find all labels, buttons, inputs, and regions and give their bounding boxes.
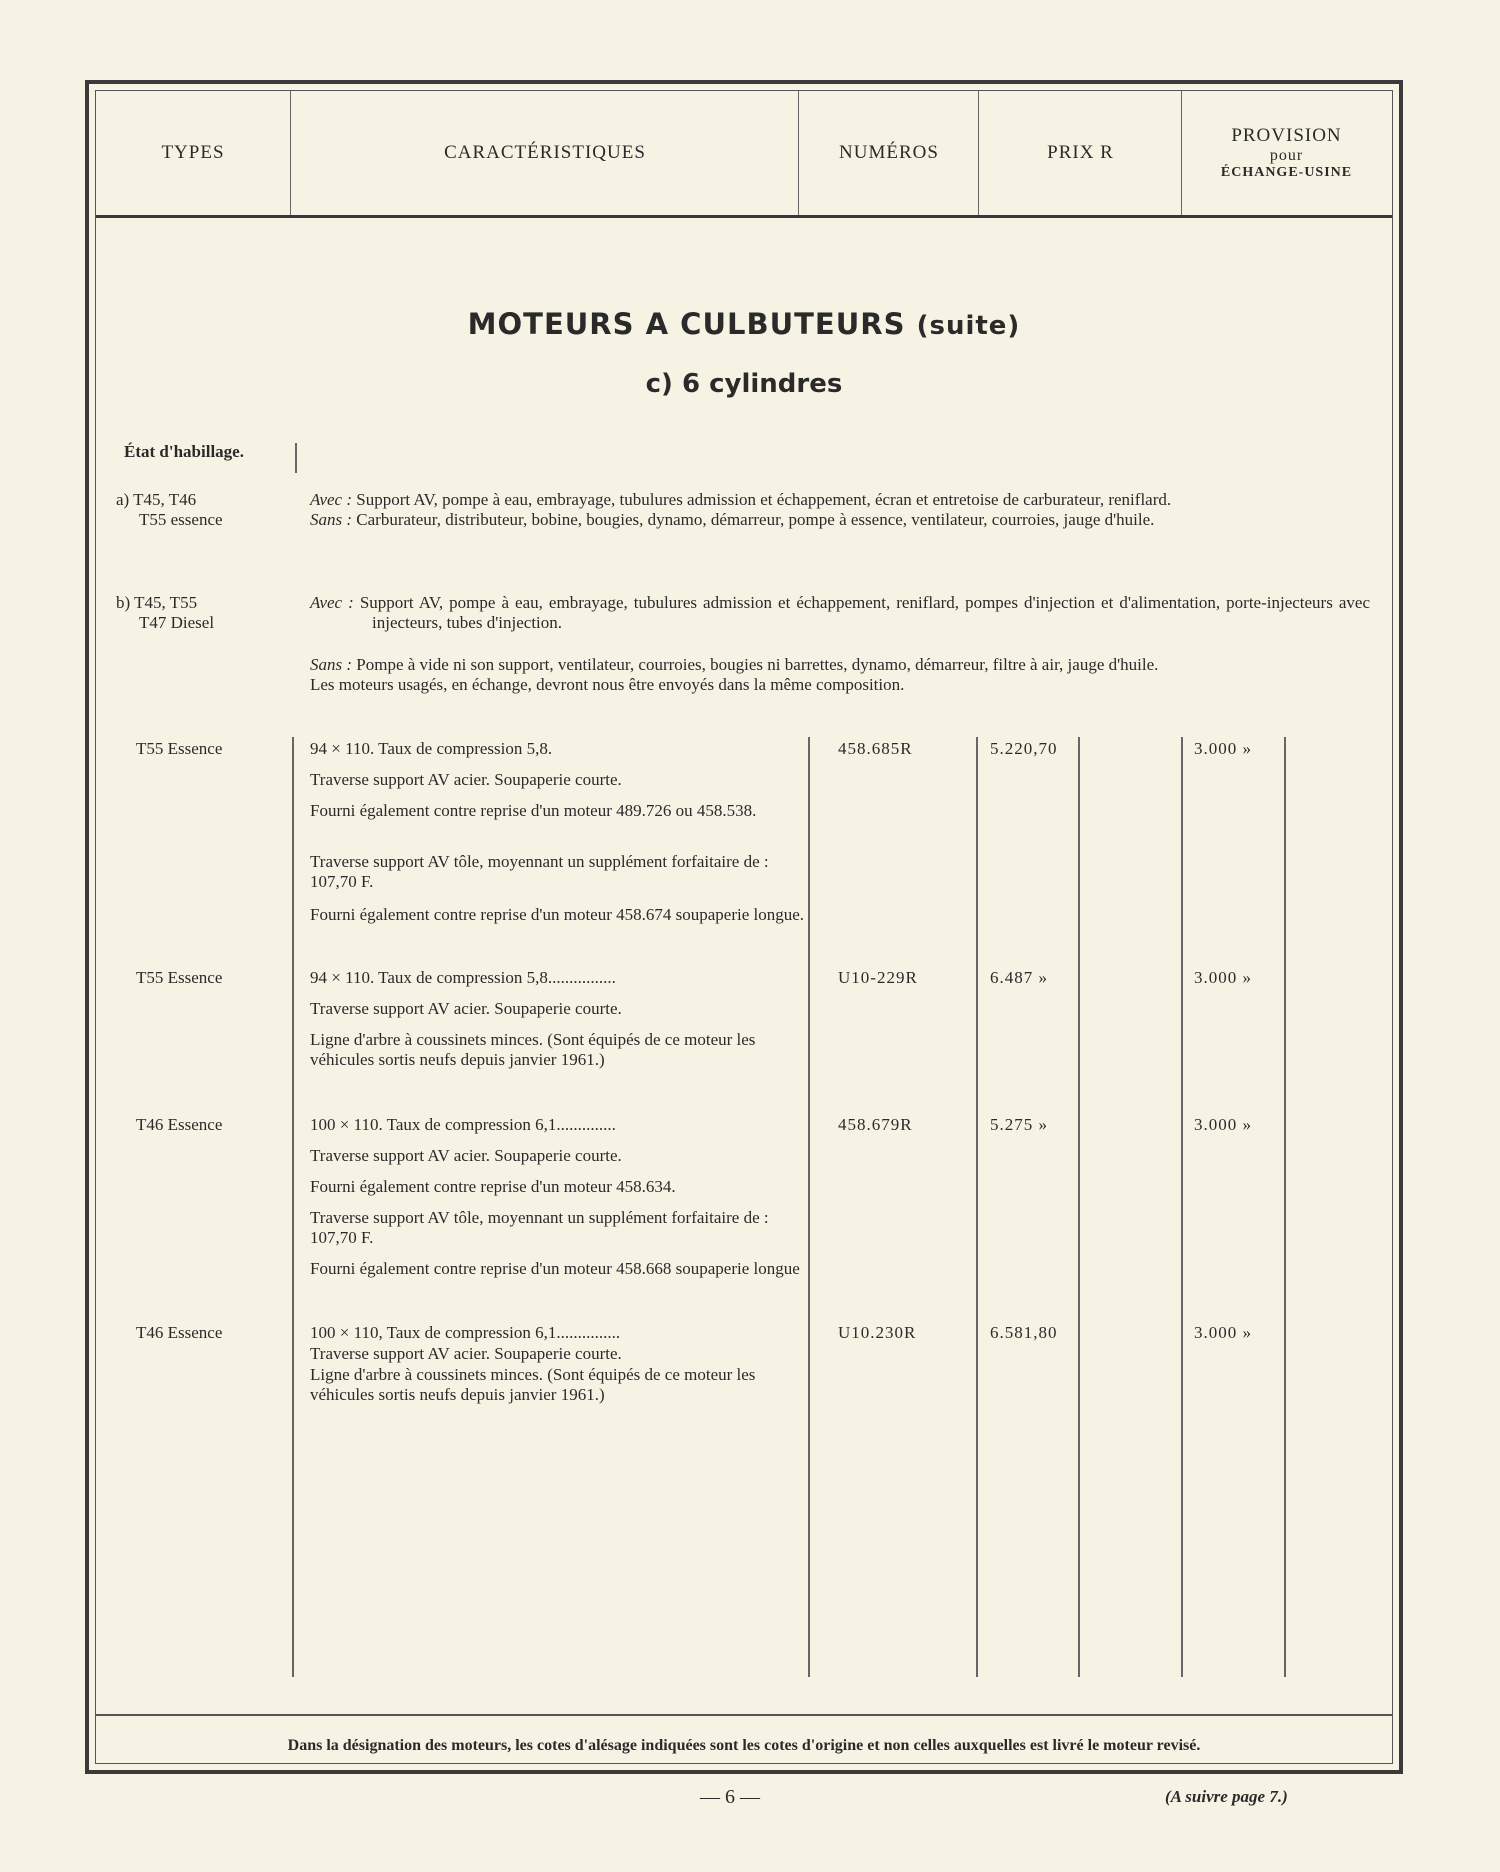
row-2-numero: U10-229R [838,968,918,987]
condition-b-type [116,593,214,633]
row-2-line-1: 94 × 110. Taux de compression 5,8................ [310,968,616,987]
header-provision-top: PROVISION [1231,125,1342,146]
row-1-type: T55 Essence [136,739,223,758]
row-2-prix: 6.487 » [990,968,1048,987]
row-3-type: T46 Essence [136,1115,223,1134]
header-provision-mid: pour [1269,147,1304,164]
condition-b-sans-text: Pompe à vide ni son support, ventilateur, courroies, bougies ni barrettes, dynamo, démarreur, filtre à air, jauge d'huile. [356,655,1159,674]
row-2-provision: 3.000 » [1194,968,1252,987]
continuation-note: (A suivre page 7.) [1165,1787,1288,1806]
header-caracteristiques: CARACTÉRISTIQUES [290,91,799,215]
avec-label: Avec : [310,593,354,612]
condition-b-type-line1: b) T45, T55 [116,593,198,612]
row-4-numero: U10.230R [838,1323,917,1342]
condition-a-avec-text: Support AV, pompe à eau, embrayage, tubulures admission et échappement, écran et entretoise de carburateur, reniflard. [356,490,1172,509]
condition-a-type-line1: a) T45, T46 [116,490,197,509]
condition-b-text [310,593,1370,695]
row-1-numero: 458.685R [838,739,913,758]
footnote: Dans la désignation des moteurs, les cotes d'alésage indiquées sont les cotes d'origine et non celles auxquelles est livré le moteur revisé. [287,1737,1201,1754]
row-1-line-5: Fourni également contre reprise d'un moteur 458.674 soupaperie longue. [310,905,805,924]
section-title [96,307,1392,341]
row-3-line-2: Traverse support AV acier. Soupaperie courte. [310,1146,622,1165]
condition-b-sans [310,655,1370,675]
etat-divider [295,443,297,473]
section-title-suffix: (suite) [916,311,1021,341]
condition-b-note: Les moteurs usagés, en échange, devront nous être envoyés dans la même composition. [310,675,905,694]
row-3-line-4: Traverse support AV tôle, moyennant un supplément forfaitaire de : 107,70 F. [310,1208,769,1247]
condition-a-sans-text: Carburateur, distributeur, bobine, bougies, dynamo, démarreur, pompe à essence, ventilateur, courroies, jauge d'huile. [356,510,1155,529]
row-1-line-2: Traverse support AV acier. Soupaperie courte. [310,770,622,789]
table-frame [85,80,1403,1774]
row-1-line-3: Fourni également contre reprise d'un moteur 489.726 ou 458.538. [310,801,757,820]
row-1-line-1: 94 × 110. Taux de compression 5,8. [310,739,553,758]
condition-a-type [116,490,223,530]
row-1-provision: 3.000 » [1194,739,1252,758]
row-4-provision: 3.000 » [1194,1323,1252,1342]
row-3-line-1: 100 × 110. Taux de compression 6,1.............. [310,1115,616,1134]
condition-a-avec [310,490,1370,510]
etat-label: État d'habillage. [124,442,244,461]
table-inner [95,90,1393,1764]
page-number: — 6 — [700,1786,760,1808]
row-2-type: T55 Essence [136,968,223,987]
row-3-numero: 458.679R [838,1115,913,1134]
col-divider-numeros [976,737,978,1677]
condition-a-type-line2: T55 essence [139,510,223,529]
row-2-line-2: Traverse support AV acier. Soupaperie courte. [310,999,622,1018]
table-header [96,91,1392,218]
col-divider-types [292,737,294,1677]
row-3-line-5: Fourni également contre reprise d'un moteur 458.668 soupaperie longue [310,1259,800,1278]
footnote-divider [96,1714,1392,1716]
sans-label: Sans : [310,510,353,529]
header-numeros: NUMÉROS [798,91,979,215]
row-4-line-2: Traverse support AV acier. Soupaperie courte. [310,1344,622,1363]
header-provision-bot: ÉCHANGE-USINE [1220,165,1353,180]
condition-b-avec-text: Support AV, pompe à eau, embrayage, tubulures admission et échappement, reniflard, pompes d'injection et d'alimentation, porte-injecteurs avec injecteurs, tubes d'injection. [359,593,1370,632]
condition-a-sans [310,510,1370,530]
row-4-line-1: 100 × 110, Taux de compression 6,1............... [310,1323,621,1342]
avec-label: Avec : [310,490,352,509]
row-1-line-4: Traverse support AV tôle, moyennant un supplément forfaitaire de : 107,70 F. [310,852,769,891]
row-3-line-3: Fourni également contre reprise d'un moteur 458.634. [310,1177,676,1196]
condition-b-type-line2: T47 Diesel [139,613,215,632]
section-title-text: MOTEURS A CULBUTEURS [467,307,906,341]
row-4-type: T46 Essence [136,1323,223,1342]
row-3-provision: 3.000 » [1194,1115,1252,1134]
sans-label: Sans : [310,655,353,674]
header-prix: PRIX R [978,91,1182,215]
header-provision [1181,91,1391,215]
row-4-prix: 6.581,80 [990,1323,1058,1342]
col-divider-prix [1078,737,1080,1677]
row-2-line-3: Ligne d'arbre à coussinets minces. (Sont équipés de ce moteur les véhicules sortis neufs depuis janvier 1961.) [310,1030,756,1069]
row-1-prix: 5.220,70 [990,739,1058,758]
col-divider-provision [1284,737,1286,1677]
header-types: TYPES [161,142,225,163]
condition-b-avec [310,593,1370,633]
section-subtitle: c) 6 cylindres [645,369,843,399]
col-divider-prix2 [1181,737,1183,1677]
row-3-prix: 5.275 » [990,1115,1048,1134]
condition-a-text [310,490,1370,530]
row-4-line-3: Ligne d'arbre à coussinets minces. (Sont équipés de ce moteur les véhicules sortis neufs depuis janvier 1961.) [310,1365,756,1404]
